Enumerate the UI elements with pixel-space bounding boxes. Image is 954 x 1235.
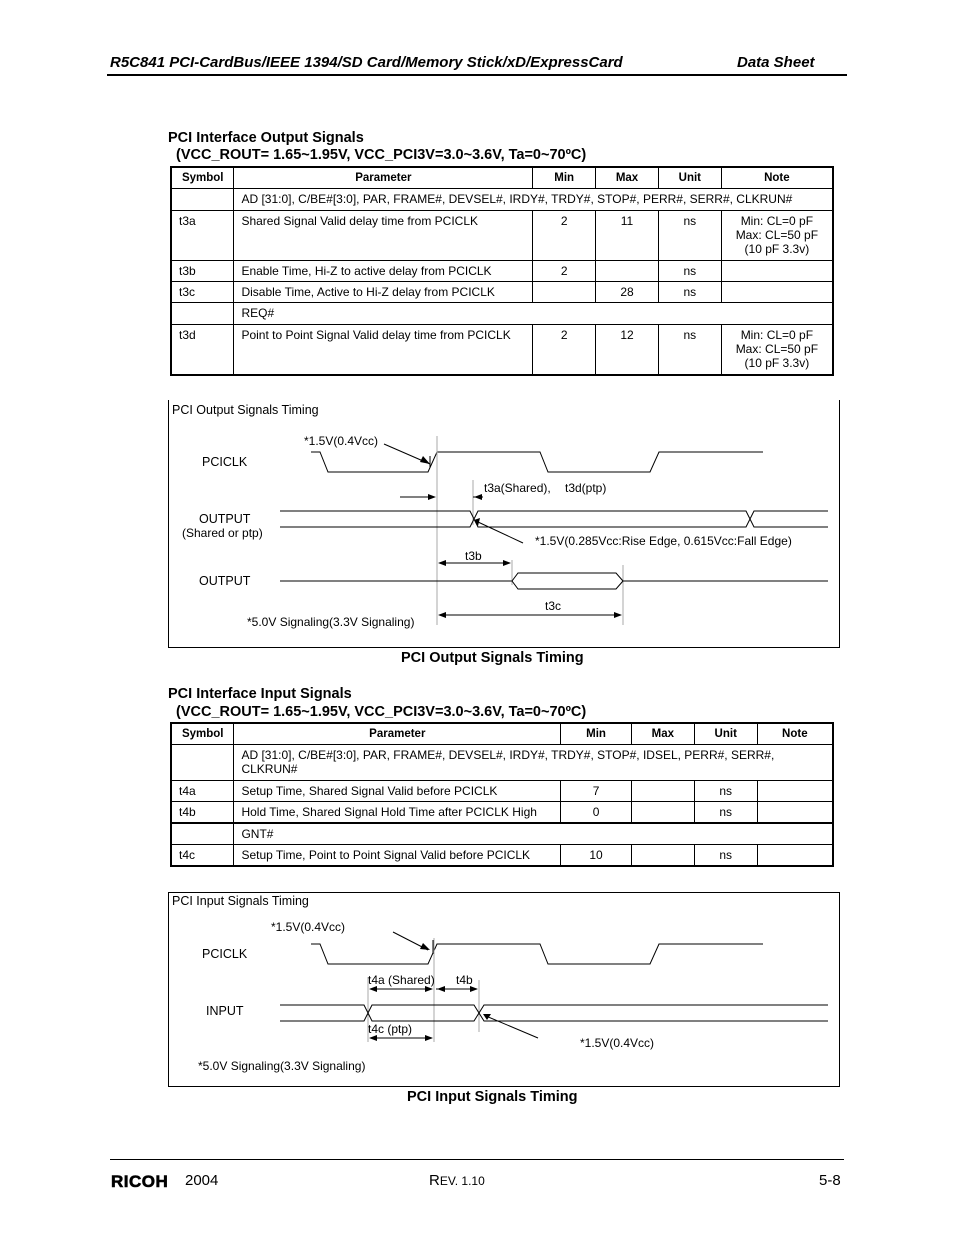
- input-waveform-bottom: [280, 1013, 828, 1021]
- t3b-label: t3b: [465, 549, 482, 563]
- table-row: [171, 802, 833, 824]
- table-row: [171, 261, 833, 282]
- parameter-cell: Disable Time, Active to Hi-Z delay from PCICLK: [234, 282, 533, 303]
- unit-cell: ns: [658, 282, 721, 303]
- unit-cell: ns: [694, 845, 757, 867]
- note-line: (10 pF 3.3v): [744, 356, 810, 370]
- output-section-title: PCI Interface Output Signals: [168, 130, 364, 146]
- parameter-cell: Shared Signal Valid delay time from PCICLK: [234, 211, 533, 261]
- parameter-cell: Setup Time, Point to Point Signal Valid before PCICLK: [234, 845, 561, 867]
- arrowhead: [428, 494, 436, 500]
- note-line: Min: CL=0 pF: [740, 214, 814, 228]
- symbol-cell: t4c: [171, 845, 234, 867]
- input-label: INPUT: [206, 1004, 244, 1018]
- footer-year: 2004: [185, 1172, 219, 1189]
- arrowhead: [437, 986, 445, 992]
- t4b-label: t4b: [456, 973, 473, 987]
- edge-leader: [478, 522, 523, 543]
- col-max: Max: [631, 723, 694, 745]
- col-max: Max: [596, 167, 659, 189]
- max-cell: [596, 261, 659, 282]
- col-unit: Unit: [658, 167, 721, 189]
- document-type: Data Sheet: [737, 54, 815, 71]
- max-cell: [631, 802, 694, 824]
- table-row: [171, 211, 833, 261]
- col-min: Min: [533, 167, 596, 189]
- signal-group: GNT#: [234, 823, 833, 845]
- logo-text: RICOH: [111, 1172, 169, 1189]
- arrowhead: [483, 1014, 491, 1020]
- unit-cell: ns: [694, 781, 757, 802]
- signal-group: AD [31:0], C/BE#[3:0], PAR, FRAME#, DEVSEL#, IRDY#, TRDY#, STOP#, IDSEL, PERR#, SERR#, CLKRUN#: [234, 745, 833, 781]
- clk-threshold-label: *1.5V(0.4Vcc): [304, 434, 379, 448]
- min-cell: 2: [533, 325, 596, 375]
- input-timing-diagram: [168, 892, 838, 1086]
- input-signals-table: [170, 722, 834, 867]
- col-unit: Unit: [694, 723, 757, 745]
- ricoh-logo: [110, 1172, 171, 1189]
- table-header-row: [171, 723, 833, 745]
- min-cell: 0: [561, 802, 632, 824]
- t4c-label: t4c (ptp): [368, 1022, 413, 1036]
- min-cell: 2: [533, 261, 596, 282]
- signaling-label: *5.0V Signaling(3.3V Signaling): [247, 615, 415, 629]
- max-cell: 12: [596, 325, 659, 375]
- document-title: R5C841 PCI-CardBus/IEEE 1394/SD Card/Memory Stick/xD/ExpressCard: [110, 54, 623, 71]
- table-group-row: [171, 823, 833, 845]
- symbol-cell: t3a: [171, 211, 234, 261]
- pciclk-waveform: [311, 452, 763, 472]
- arrowhead: [614, 612, 622, 618]
- symbol-cell: t3d: [171, 325, 234, 375]
- t3c-label: t3c: [545, 599, 562, 613]
- arrowhead: [425, 1035, 433, 1041]
- arrowhead: [438, 612, 446, 618]
- min-cell: [533, 282, 596, 303]
- parameter-cell: Point to Point Signal Valid delay time from PCICLK: [234, 325, 533, 375]
- symbol-cell: t4b: [171, 802, 234, 824]
- symbol-cell: t3b: [171, 261, 234, 282]
- input-threshold-label: *1.5V(0.4Vcc): [580, 1036, 655, 1050]
- parameter-cell: Enable Time, Hi-Z to active delay from PCICLK: [234, 261, 533, 282]
- col-parameter: Parameter: [234, 723, 561, 745]
- symbol-cell: t4a: [171, 781, 234, 802]
- col-note: Note: [757, 723, 833, 745]
- output-section-conditions: (VCC_ROUT= 1.65~1.95V, VCC_PCI3V=3.0~3.6V, Ta=0~70ºC): [176, 147, 587, 163]
- footer-rule: [110, 1159, 844, 1160]
- max-cell: [631, 845, 694, 867]
- input-timing-box-title: PCI Input Signals Timing: [172, 894, 309, 908]
- pciclk-waveform: [311, 944, 763, 964]
- max-cell: 28: [596, 282, 659, 303]
- clk-threshold-label: *1.5V(0.4Vcc): [271, 920, 346, 934]
- output1-waveform-top: [280, 511, 828, 519]
- table-row: [171, 781, 833, 802]
- table-group-row: [171, 745, 833, 781]
- output1-waveform-bottom: [280, 519, 828, 527]
- output-signals-table: [170, 166, 834, 376]
- arrowhead: [420, 943, 430, 950]
- min-cell: 2: [533, 211, 596, 261]
- col-symbol: Symbol: [171, 723, 234, 745]
- signaling-label: *5.0V Signaling(3.3V Signaling): [198, 1059, 366, 1073]
- note-line: Max: CL=50 pF: [735, 342, 819, 356]
- max-cell: [631, 781, 694, 802]
- table-group-row: [171, 189, 833, 211]
- output1-label: OUTPUT: [199, 512, 251, 526]
- table-header-row: [171, 167, 833, 189]
- col-min: Min: [561, 723, 632, 745]
- output-timing-caption: PCI Output Signals Timing: [401, 650, 584, 666]
- t3a-label: t3a(Shared),: [484, 481, 551, 495]
- signal-group: REQ#: [234, 303, 833, 325]
- table-row: [171, 845, 833, 867]
- output1-sublabel: (Shared or ptp): [182, 526, 263, 540]
- symbol-cell: t3c: [171, 282, 234, 303]
- min-cell: 7: [561, 781, 632, 802]
- col-parameter: Parameter: [234, 167, 533, 189]
- arrowhead: [438, 560, 446, 566]
- table-row: [171, 282, 833, 303]
- output-timing-box-title: PCI Output Signals Timing: [172, 403, 319, 417]
- footer-revision: REV. 1.10: [429, 1172, 485, 1189]
- input-waveform-top: [280, 1005, 828, 1013]
- output2-active-bottom: [512, 581, 623, 589]
- parameter-cell: Hold Time, Shared Signal Hold Time after PCICLK High: [234, 802, 561, 824]
- signal-group: AD [31:0], C/BE#[3:0], PAR, FRAME#, DEVSEL#, IRDY#, TRDY#, STOP#, PERR#, SERR#, CLKRUN#: [234, 189, 833, 211]
- pciclk-label: PCICLK: [202, 455, 248, 469]
- unit-cell: ns: [658, 261, 721, 282]
- input-timing-caption: PCI Input Signals Timing: [407, 1089, 578, 1105]
- header-rule: [107, 74, 847, 76]
- input-section-conditions: (VCC_ROUT= 1.65~1.95V, VCC_PCI3V=3.0~3.6V, Ta=0~70ºC): [176, 704, 587, 720]
- parameter-cell: Setup Time, Shared Signal Valid before PCICLK: [234, 781, 561, 802]
- output-timing-diagram: [168, 400, 838, 648]
- arrowhead: [474, 494, 482, 500]
- input-threshold-leader: [486, 1016, 538, 1038]
- max-cell: 11: [596, 211, 659, 261]
- arrowhead: [420, 456, 430, 464]
- pciclk-label: PCICLK: [202, 947, 248, 961]
- note-line: Min: CL=0 pF: [740, 328, 814, 342]
- min-cell: 10: [561, 845, 632, 867]
- input-section-title: PCI Interface Input Signals: [168, 686, 352, 702]
- note-line: Max: CL=50 pF: [735, 228, 819, 242]
- note-cell: [721, 325, 833, 375]
- footer-page-number: 5-8: [819, 1172, 841, 1189]
- t3d-label: t3d(ptp): [565, 481, 607, 495]
- table-group-row: [171, 303, 833, 325]
- col-symbol: Symbol: [171, 167, 234, 189]
- t4a-label: t4a (Shared): [368, 973, 435, 987]
- note-cell: [721, 211, 833, 261]
- edge-threshold-label: *1.5V(0.285Vcc:Rise Edge, 0.615Vcc:Fall Edge): [535, 534, 792, 548]
- unit-cell: ns: [694, 802, 757, 824]
- table-row: [171, 325, 833, 375]
- note-line: (10 pF 3.3v): [744, 242, 810, 256]
- arrowhead: [503, 560, 511, 566]
- output2-label: OUTPUT: [199, 574, 251, 588]
- unit-cell: ns: [658, 325, 721, 375]
- unit-cell: ns: [658, 211, 721, 261]
- output2-active-top: [512, 573, 623, 581]
- col-note: Note: [721, 167, 833, 189]
